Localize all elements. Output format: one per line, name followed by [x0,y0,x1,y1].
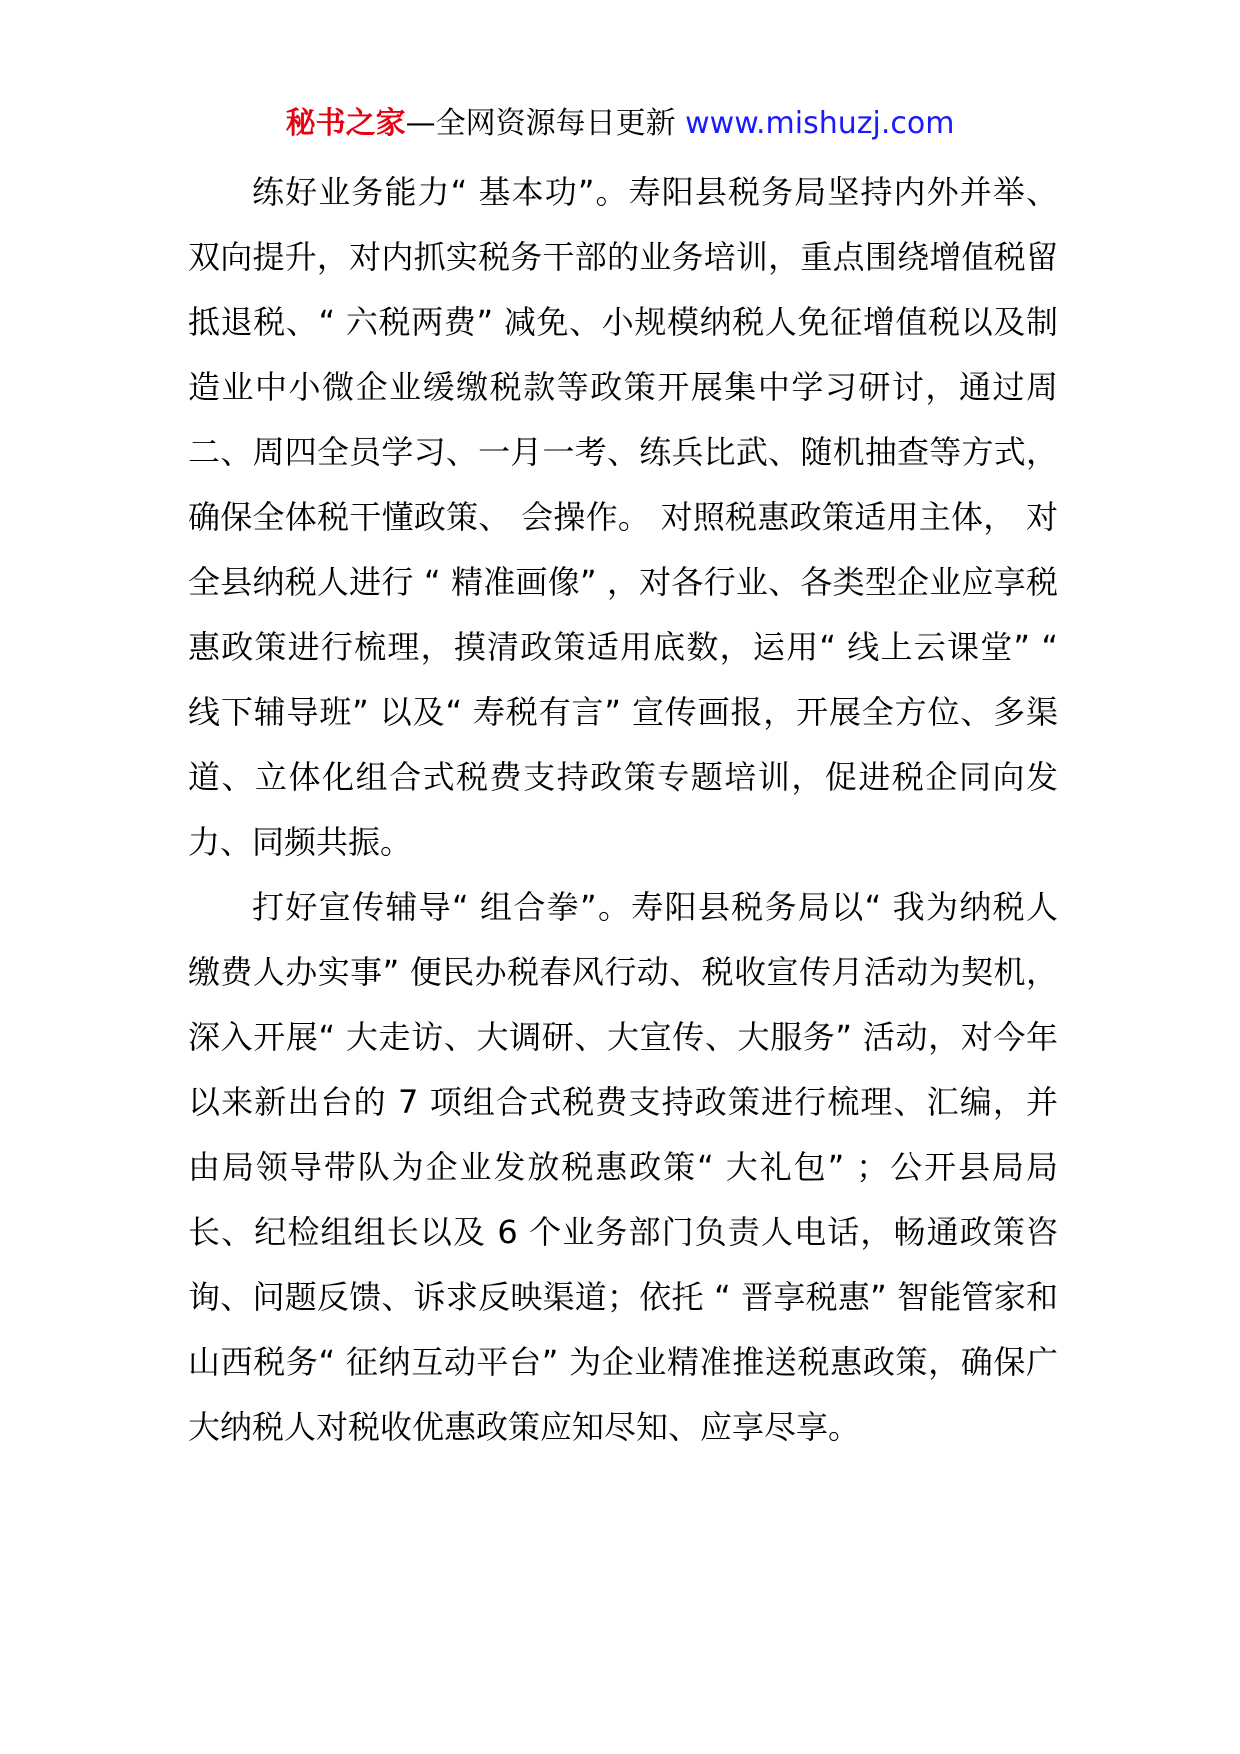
document-body [188,160,1058,1460]
paragraph-basic-skills: 练好业务能力“ 基本功”。寿阳县税务局坚持内外并举、双向提升，对内抓实税务干部的业务培训，重点围绕增值税留抵退税、“ 六税两费” 减免、小规模纳税人免征增值税以及制造业中小微企业缓缴税款等政策开展集中学习研讨，通过周二、周四全员学习、一月一考、练兵比武、随机抽查等方式， 确保全体税干懂政策、 会操作。 对照税惠政策适用主体， 对全县纳税人进行 “ 精准画像” ，对各行业、各类型企业应享税惠政策进行梳理，摸清政策适用底数，运用“ 线上云课堂” “ 线下辅导班” 以及“ 寿税有言” 宣传画报，开展全方位、多渠道、立体化组合式税费支持政策专题培训，促进税企同向发力、同频共振。 [188,173,1058,861]
brand-name: 秘书之家 [285,106,406,141]
site-url-link[interactable]: www.mishuzj.com [685,106,955,141]
paragraph-publicity-guidance: 打好宣传辅导“ 组合拳”。寿阳县税务局以“ 我为纳税人缴费人办实事” 便民办税春风行动、税收宣传月活动为契机，深入开展“ 大走访、大调研、大宣传、大服务” 活动，对今年以来新出台的 7 项组合式税费支持政策进行梳理、汇编，并由局领导带队为企业发放税惠政策“ 大礼包” ；公开县局局长、纪检组组长以及 6 个业务部门负责人电话，畅通政策咨询、问题反馈、诉求反映渠道；依托 “ 晋享税惠” 智能管家和山西税务“ 征纳互动平台” 为企业精准推送税惠政策，确保广大纳税人对税收优惠政策应知尽知、应享尽享。 [188,888,1058,1446]
header-tagline: —全网资源每日更新 [405,106,686,141]
page-header [0,100,1240,148]
